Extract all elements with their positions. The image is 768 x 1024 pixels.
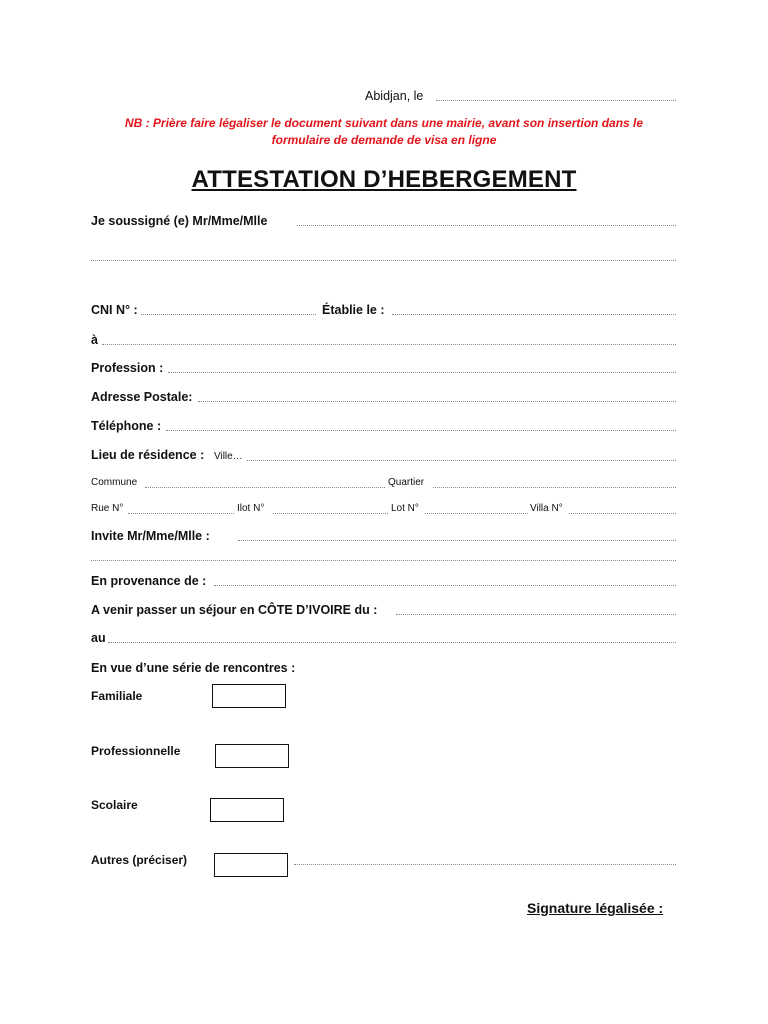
ilot-label: Ilot N° (237, 503, 265, 514)
autres-label: Autres (préciser) (91, 853, 188, 867)
telephone-field[interactable] (166, 430, 676, 431)
cni-label: CNI N° : (91, 303, 138, 317)
invite-field-continued[interactable] (91, 560, 676, 561)
soussigne-label: Je soussigné (e) Mr/Mme/Mlle (91, 214, 268, 228)
ville-label: Ville… (214, 451, 243, 462)
villa-label: Villa N° (530, 503, 563, 514)
quartier-label: Quartier (388, 477, 425, 488)
invite-field[interactable] (238, 540, 676, 541)
provenance-field[interactable] (214, 585, 676, 586)
rencontres-label: En vue d’une série de rencontres : (91, 661, 296, 675)
date-field[interactable] (436, 100, 676, 101)
lieu-cni-field[interactable] (102, 344, 676, 345)
soussigne-field[interactable] (297, 225, 676, 226)
invite-label: Invite Mr/Mme/Mlle : (91, 529, 210, 543)
autres-precision-field[interactable] (294, 864, 676, 865)
sejour-start-field[interactable] (396, 614, 676, 615)
etablie-label: Établie le : (322, 303, 385, 317)
commune-label: Commune (91, 477, 138, 488)
provenance-label: En provenance de : (91, 574, 207, 588)
lieu-cni-label: à (91, 333, 98, 347)
professionnelle-label: Professionnelle (91, 744, 181, 758)
ilot-field[interactable] (273, 513, 388, 514)
sejour-end-field[interactable] (108, 642, 676, 643)
etablie-field[interactable] (392, 314, 676, 315)
place-date-label: Abidjan, le (365, 89, 424, 103)
professionnelle-checkbox[interactable] (215, 744, 289, 768)
page-title: ATTESTATION D’HEBERGEMENT (191, 166, 577, 193)
autres-checkbox[interactable] (214, 853, 288, 877)
lieu-residence-label: Lieu de résidence : (91, 448, 205, 462)
sejour-label: A venir passer un séjour en CÔTE D’IVOIRE du : (91, 603, 378, 617)
lot-label: Lot N° (391, 503, 419, 514)
ville-field[interactable] (247, 460, 676, 461)
commune-field[interactable] (145, 487, 385, 488)
au-label: au (91, 631, 106, 645)
rue-field[interactable] (128, 513, 234, 514)
adresse-field[interactable] (198, 401, 676, 402)
nb-notice-line-1: NB : Prière faire légaliser le document suivant dans une mairie, avant son insertion dans le (124, 116, 644, 130)
cni-field[interactable] (141, 314, 316, 315)
profession-field[interactable] (168, 372, 676, 373)
soussigne-field-continued[interactable] (91, 260, 676, 261)
signature-label: Signature légalisée : (527, 900, 664, 916)
familiale-label: Familiale (91, 689, 143, 703)
scolaire-checkbox[interactable] (210, 798, 284, 822)
scolaire-label: Scolaire (91, 798, 138, 812)
telephone-label: Téléphone : (91, 419, 162, 433)
rue-label: Rue N° (91, 503, 124, 514)
quartier-field[interactable] (433, 487, 676, 488)
lot-field[interactable] (425, 513, 528, 514)
villa-field[interactable] (569, 513, 676, 514)
nb-notice-line-2: formulaire de demande de visa en ligne (271, 133, 497, 147)
profession-label: Profession : (91, 361, 164, 375)
familiale-checkbox[interactable] (212, 684, 286, 708)
adresse-label: Adresse Postale: (91, 390, 193, 404)
